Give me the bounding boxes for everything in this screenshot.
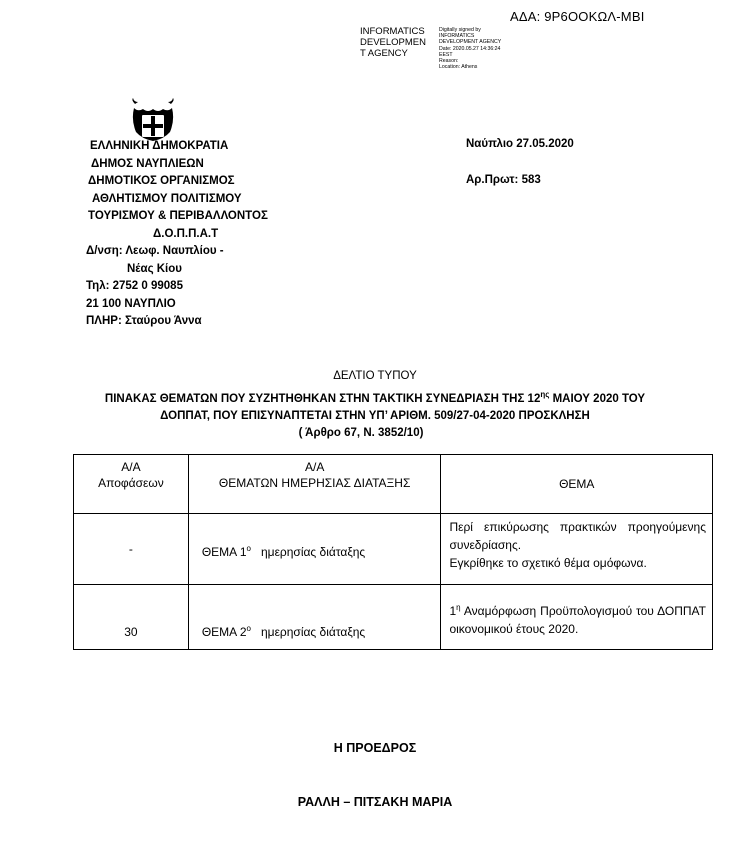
subject-text: 1: [449, 604, 457, 618]
sender-line: ΤΟΥΡΙΣΜΟΥ & ΠΕΡΙΒΑΛΛΟΝΤΟΣ: [88, 210, 268, 222]
signature-detail: DEVELOPMENT AGENCY: [439, 39, 502, 46]
greek-emblem-icon: [130, 96, 176, 142]
signature-detail: EEST: [439, 51, 453, 58]
sender-line: Δ.Ο.Π.Π.Α.Τ: [153, 227, 219, 240]
topic-cell: [188, 514, 441, 585]
topic-text: ΘΕΜΑ 2: [201, 625, 247, 639]
subject-superscript: η: [456, 603, 461, 612]
press-release-label: ΔΕΛΤΙΟ ΤΥΠΟΥ: [333, 370, 417, 382]
header-text: Α/Α: [121, 460, 141, 474]
header-text: ΘΕΜΑΤΩΝ ΗΜΕΡΗΣΙΑΣ ΔΙΑΤΑΞΗΣ: [218, 476, 411, 490]
decision-cell: -: [74, 514, 189, 585]
topic-text: ημερησίας διάταξης: [250, 625, 366, 639]
press-release-heading: [0, 368, 750, 443]
sender-line: ΠΛΗΡ: Σταύρου Άννα: [86, 315, 202, 327]
sender-line: Τηλ: 2752 0 99085: [86, 280, 183, 292]
topic-superscript: ο: [246, 543, 251, 553]
press-release-subtitle: ΔΟΠΠΑΤ, ΠΟΥ ΕΠΙΣΥΝΑΠΤΕΤΑΙ ΣΤΗΝ ΥΠ’ ΑΡΙΘΜ. 509/27-04-2020 ΠΡΟΣΚΛΗΣΗ: [160, 409, 590, 422]
protocol-number: Αρ.Πρωτ: 583: [466, 174, 541, 186]
president-title: Η ΠΡΟΕΔΡΟΣ: [333, 741, 417, 755]
sender-line: Νέας Κίου: [127, 262, 182, 275]
topic-superscript: ο: [246, 624, 251, 633]
sender-line: 21 100 ΝΑΥΠΛΙΟ: [86, 297, 176, 310]
signature-detail: Reason:: [439, 58, 459, 65]
title-part: ΠΙΝΑΚΑΣ ΘΕΜΑΤΩΝ ΠΟΥ ΣΥΖΗΤΗΘΗΚΑΝ ΣΤΗΝ ΤΑΚΤΙΚΗ ΣΥΝΕΔΡΙΑΣΗ ΤΗΣ 12: [104, 392, 541, 405]
signature-detail: INFORMATICS: [439, 33, 475, 40]
subject-text: Περί επικύρωσης πρακτικών προηγούμενης συνεδρίασης.: [449, 520, 706, 552]
topic-text: ΘΕΜΑ 1: [201, 544, 247, 559]
signature-name: [360, 26, 436, 59]
signature-name-line: DEVELOPMEN: [360, 37, 426, 48]
press-release-title: [0, 386, 750, 408]
signature-name-line: INFORMATICS: [360, 26, 425, 37]
president-name: ΡΑΛΛΗ – ΠΙΤΣΑΚΗ ΜΑΡΙΑ: [297, 795, 453, 809]
sender-block: [86, 138, 268, 331]
header-text: Α/Α: [304, 460, 325, 474]
subject-text: Αναμόρφωση Προϋπολογισμού του ΔΟΠΠΑΤ οικονομικού έτους 2020.: [449, 604, 706, 636]
signature-details: [439, 27, 549, 70]
subject-cell: [441, 585, 713, 650]
signature-detail: Date: 2020.05.27 14:36:24: [439, 45, 501, 52]
header-text: ΘΕΜΑ: [559, 477, 595, 491]
header-text: Αποφάσεων: [98, 476, 164, 490]
signature-detail: Digitally signed by: [439, 27, 481, 33]
subject-cell: [441, 514, 713, 585]
signature-detail: Location: Athens: [439, 64, 478, 71]
sender-line: ΑΘΛΗΤΙΣΜΟΥ ΠΟΛΙΤΙΣΜΟΥ: [92, 192, 242, 205]
topic-text: ημερησίας διάταξης: [250, 544, 366, 559]
table-row: [74, 585, 713, 650]
document-date: Ναύπλιο 27.05.2020: [466, 138, 574, 150]
header-topic-no: [188, 455, 441, 514]
ada-code: ΑΔΑ: 9Ρ6ΟΟΚΩΛ-ΜΒΙ: [510, 9, 645, 24]
table-row: [74, 514, 713, 585]
sender-line: ΔΗΜΟΤΙΚΟΣ ΟΡΓΑΝΙΣΜΟΣ: [88, 175, 235, 187]
sender-line: ΔΗΜΟΣ ΝΑΥΠΛΙΕΩΝ: [91, 157, 204, 170]
subject-result: Εγκρίθηκε το σχετικό θέμα ομόφωνα.: [449, 556, 647, 570]
header-decision-no: [74, 455, 189, 514]
topic-cell: [188, 585, 441, 650]
sender-line: ΕΛΛΗΝΙΚΗ ΔΗΜΟΚΡΑΤΙΑ: [90, 140, 229, 152]
header-subject: [441, 455, 713, 514]
title-superscript: ης: [540, 389, 550, 399]
table-header-row: [74, 455, 713, 514]
press-release-law: ( Άρθρο 67, Ν. 3852/10): [298, 427, 424, 440]
sender-line: Δ/νση: Λεωφ. Ναυπλίου -: [86, 245, 224, 257]
topics-table: [73, 454, 713, 650]
title-part: ΜΑΙΟΥ 2020 ΤΟΥ: [549, 392, 646, 405]
signature-name-line: T AGENCY: [360, 48, 408, 59]
decision-cell: 30: [74, 585, 189, 650]
